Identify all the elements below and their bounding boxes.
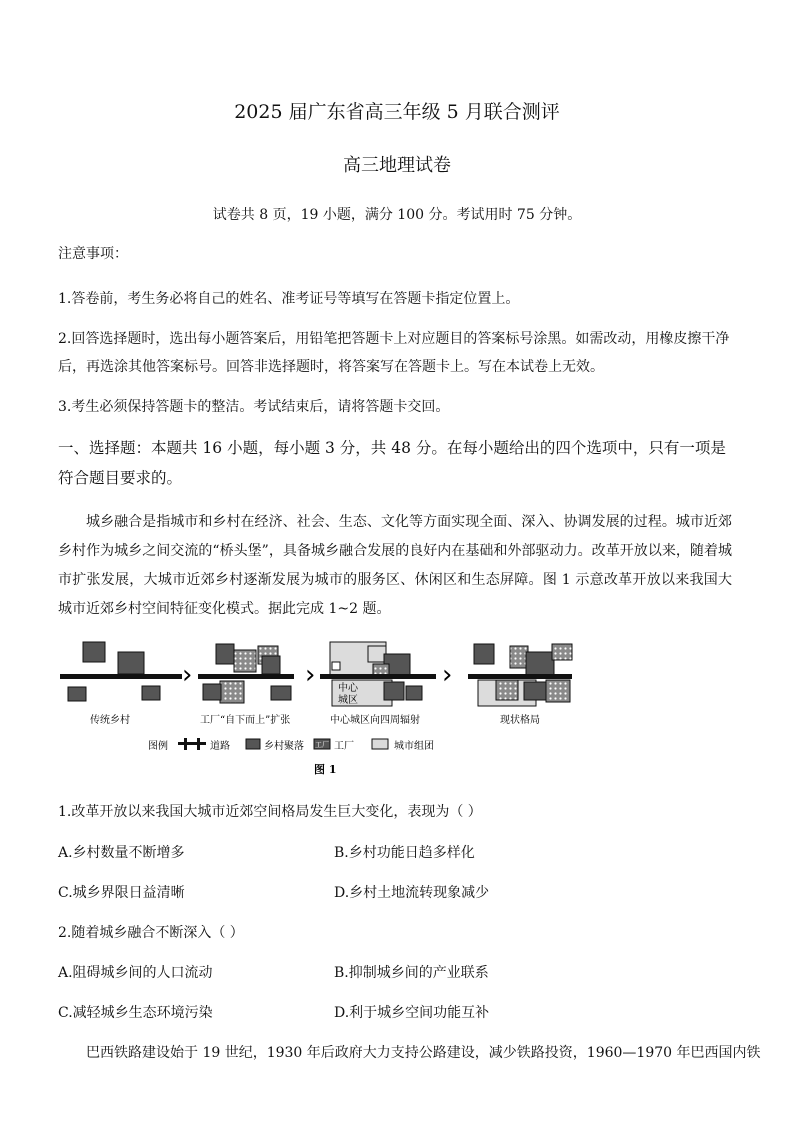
legend-village-label: 乡村聚落: [264, 741, 304, 752]
legend-road-icon: [178, 742, 206, 745]
question-1-option-c: C.城乡界限日益清晰: [58, 885, 185, 901]
figure-1-diagram: [58, 636, 738, 781]
road: [198, 674, 294, 679]
question-2-option-c: C.减轻城乡生态环境污染: [58, 1005, 213, 1021]
question-1-option-a: A.乡村数量不断增多: [58, 845, 185, 861]
figure-legend: [148, 738, 434, 752]
village-block: [524, 682, 546, 700]
legend-city-label: 城市组团: [394, 741, 434, 752]
factory-block: [546, 680, 570, 702]
legend-title: 图例: [148, 741, 168, 752]
village-block: [262, 656, 280, 674]
center-label-2: 城区: [338, 695, 358, 706]
factory-block: [220, 681, 244, 703]
village-block: [142, 686, 160, 700]
panel-traditional-village: [60, 642, 182, 701]
question-2-option-d: D.利于城乡空间功能互补: [334, 1005, 490, 1021]
panel-center-radiation: [320, 642, 436, 706]
question-2-option-a: A.阻碍城乡间的人口流动: [58, 965, 213, 981]
village-block: [526, 652, 554, 676]
passage-brazil-railway: 巴西铁路建设始于 19 世纪，1930 年后政府大力支持公路建设，减少铁路投资，1960—1970 年巴西国内铁: [86, 1045, 761, 1061]
notice-heading: 注意事项：: [58, 246, 128, 262]
stage-arrow-icon: ›: [442, 660, 453, 690]
exam-info: 试卷共 8 页，19 小题，满分 100 分。考试用时 75 分钟。: [212, 207, 582, 223]
panel-current-pattern: [468, 644, 572, 706]
road: [468, 674, 572, 679]
stage-arrow-icon: ›: [182, 660, 193, 690]
figure-caption: 图 1: [314, 763, 337, 776]
village-block: [474, 644, 494, 664]
village-block: [118, 652, 144, 674]
village-block: [203, 684, 221, 700]
question-2-stem: 2.随着城乡融合不断深入（ ）: [58, 925, 244, 941]
exam-title: 2025 届广东省高三年级 5 月联合测评: [234, 101, 560, 123]
stage-label-1: 传统乡村: [90, 715, 130, 726]
village-block: [271, 686, 291, 700]
notice-item-3: 3.考生必须保持答题卡的整洁。考试结束后，请将答题卡交回。: [58, 399, 450, 415]
village-block: [216, 644, 234, 664]
legend-factory-mark: 工厂: [315, 741, 329, 749]
stage-label-4: 现状格局: [500, 715, 540, 726]
notice-item-2-line1: 2.回答选择题时，选出每小题答案后，用铅笔把答题卡上对应题目的答案标号涂黑。如需改动，用橡皮擦干净: [58, 331, 730, 347]
notice-item-2-line2: 后，再选涂其他答案标号。回答非选择题时，将答案写在答题卡上。写在本试卷上无效。: [58, 359, 604, 375]
legend-village-icon: [246, 739, 260, 749]
center-label-1: 中心: [338, 683, 358, 694]
passage-urban-rural: 城乡融合是指城市和乡村在经济、社会、生态、文化等方面实现全面、深入、协调发展的过程。城市近郊乡村作为城乡之间交流的“桥头堡”，具备城乡融合发展的良好内在基础和外部驱动力。改革开放以来，随着城市扩张发展，大城市近郊乡村逐渐发展为城市的服务区、休闲区和生态屏障。图 1 示意改革开放以来我国大城市近郊乡村空间特征变化模式。据此完成 1~2 题。: [58, 514, 732, 617]
village-block: [83, 642, 105, 662]
factory-block: [496, 680, 518, 700]
road: [60, 674, 182, 679]
question-1-option-d: D.乡村土地流转现象减少: [334, 885, 490, 901]
notice-item-1: 1.答卷前，考生务必将自己的姓名、准考证号等填写在答题卡指定位置上。: [58, 291, 520, 307]
stage-label-3: 中心城区向四周辐射: [330, 715, 420, 726]
question-1-option-b: B.乡村功能日趋多样化: [334, 845, 475, 861]
village-block: [384, 682, 404, 700]
village-block: [68, 687, 86, 701]
legend-factory-label: 工厂: [334, 741, 354, 752]
subject-title: 高三地理试卷: [343, 155, 451, 176]
question-2-option-b: B.抑制城乡间的产业联系: [334, 965, 489, 981]
stage-arrow-icon: ›: [305, 660, 316, 690]
factory-block: [510, 646, 528, 668]
city-block: [368, 646, 386, 662]
legend-city-icon: [372, 739, 388, 749]
stage-label-2: 工厂“自下而上”扩张: [200, 715, 291, 726]
legend-road-label: 道路: [210, 741, 230, 752]
road: [320, 674, 436, 679]
factory-block: [552, 644, 572, 660]
question-1-stem: 1.改革开放以来我国大城市近郊空间格局发生巨大变化，表现为（ ）: [58, 804, 482, 820]
village-block: [406, 686, 422, 700]
section-heading-line1: 一、选择题：本题共 16 小题，每小题 3 分，共 48 分。在每小题给出的四个选项中，只有一项是: [58, 439, 726, 457]
section-heading-line2: 符合题目要求的。: [58, 469, 183, 487]
factory-block: [234, 650, 256, 672]
panel-factory-expansion: [198, 644, 294, 703]
